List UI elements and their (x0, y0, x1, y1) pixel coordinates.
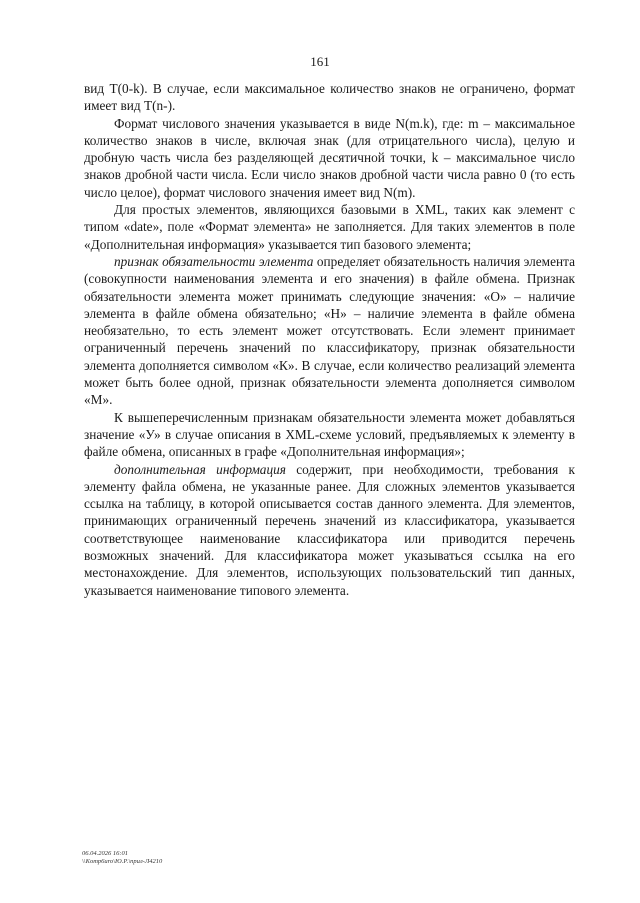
italic-term: признак обязательности элемента (114, 253, 314, 269)
document-footer (82, 850, 162, 866)
footer-file-path: \\Komp6uro\Ю.Р.\прил-Л4210 (82, 858, 163, 865)
paragraph-text: определяет обязательность наличия элемента (совокупности наименования элемента и его значения) в файле обмена. Признак обязательности элемента может принимать следующие значения: «О» – наличие элемента в файле обмена обязательно; «Н» – наличие элемента в файле обмена необязательно, то есть элемент может отсутствовать. Если элемент принимает ограниченный перечень значений по классификатору, признак обязательности элемента дополняется символом «К». В случае, если количество реализаций элемента может быть более одной, признак обязательности элемента дополняется символом «М». (84, 253, 575, 408)
paragraph-text: вид Т(0-k). В случае, если максимальное количество знаков не ограничено, формат имеет вид Т(n-). (84, 81, 575, 114)
paragraph (84, 461, 575, 599)
footer-timestamp: 06.04.2026 16:01 (82, 850, 129, 857)
italic-term: дополнительная информация (114, 461, 286, 477)
paragraph-text: Для простых элементов, являющихся базовыми в XML, таких как элемент с типом «date», поле «Формат элемента» не заполняется. Для таких элементов в поле «Дополнительная информация» указывается тип базового элемента; (84, 202, 575, 252)
paragraph (84, 409, 575, 461)
page-number: 161 (310, 54, 330, 69)
paragraph (84, 115, 575, 201)
paragraph (84, 80, 575, 115)
paragraph-text: К вышеперечисленным признакам обязательности элемента может добавляться значение «У» в случае описания в XML-схеме условий, предъявляемых к элементу в файле обмена, описанных в графе «Дополнительная информация»; (84, 409, 575, 460)
paragraph (84, 201, 575, 253)
document-body (84, 80, 575, 599)
paragraph (84, 253, 575, 409)
paragraph-text: содержит, при необходимости, требования к элементу файла обмена, не указанные ранее. Для сложных элементов указывается ссылка на таблицу, в которой описывается состав данного элемента. Для элементов, принимающих ограниченный перечень значений из классификатора, указывается соответствующее наименование классификатора или приводится перечень возможных значений. Для классификатора может указываться ссылка на его местонахождение. Для элементов, использующих пользовательский тип данных, указывается наименование типового элемента. (84, 461, 575, 598)
paragraph-text: Формат числового значения указывается в виде N(m.k), где: m – максимальное количество знаков в числе, включая знак (для отрицательного числа), целую и дробную часть числа без разделяющей десятичной точки, k – максимальное число знаков дробной части числа. Если число знаков дробной части числа равно 0 (то есть число целое), формат числового значения имеет вид N(m). (84, 115, 575, 200)
